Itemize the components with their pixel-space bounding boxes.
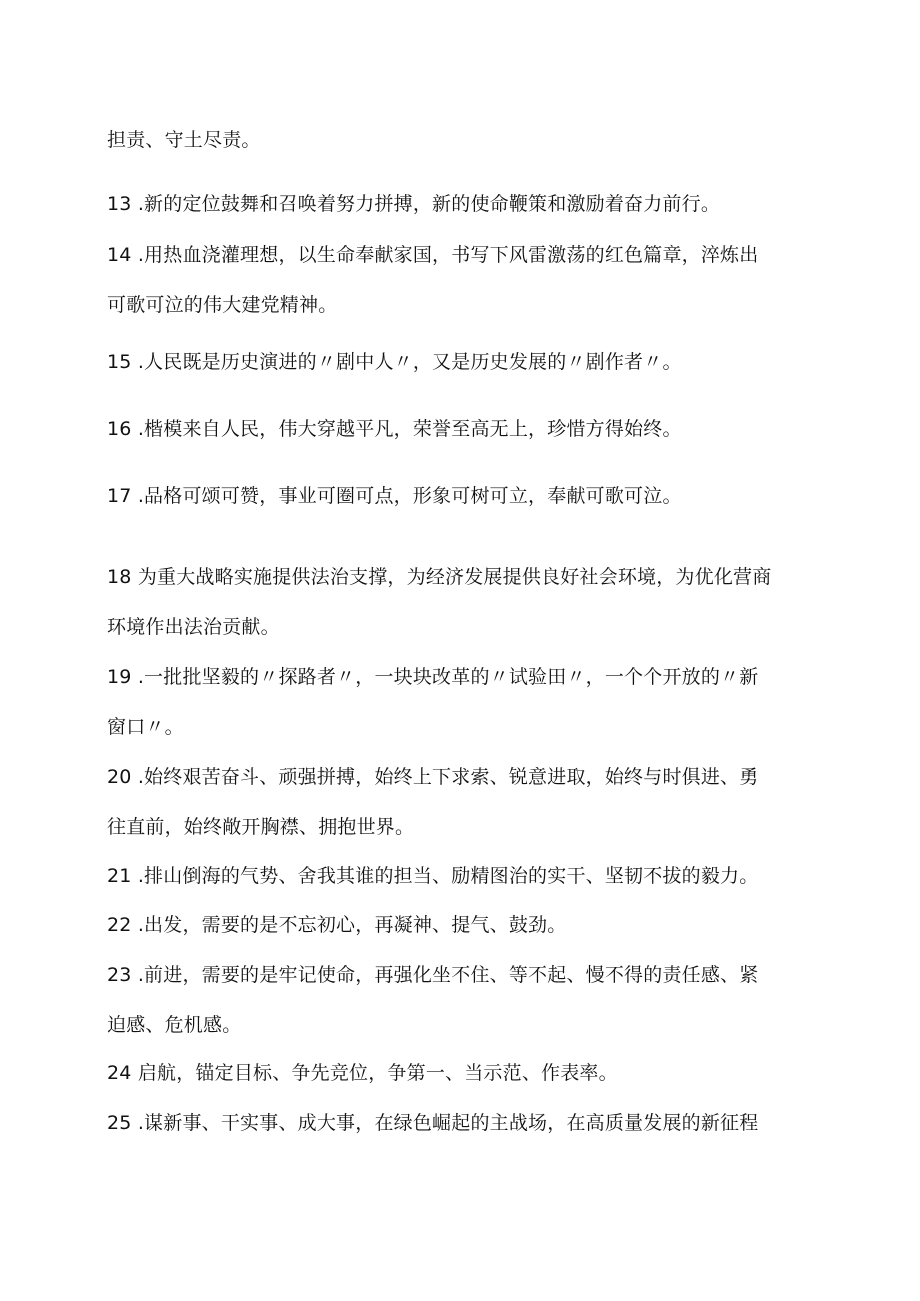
text-line-17: 迫感、危机感。 (107, 1014, 242, 1036)
text-line-9: 环境作出法治贡献。 (107, 616, 280, 638)
text-line-4: 可歌可泣的伟大建党精神。 (107, 294, 338, 316)
text-line-10: 19 .一批批坚毅的〃探路者〃，一块块改革的〃试验田〃，一个个开放的〃新 (107, 666, 759, 688)
text-line-7: 17 .品格可颂可赞，事业可圈可点，形象可树可立，奉献可歌可泣。 (107, 485, 682, 507)
text-line-3: 14 .用热血浇灌理想，以生命奉献家国，书写下风雷激荡的红色篇章，淬炼出 (107, 244, 759, 266)
text-line-16: 23 .前进，需要的是牢记使命，再强化坐不住、等不起、慢不得的责任感、紧 (107, 964, 759, 986)
text-line-6: 16 .楷模来自人民，伟大穿越平凡，荣誉至高无上，珍惜方得始终。 (107, 418, 682, 440)
text-line-11: 窗口〃。 (107, 716, 184, 738)
text-line-5: 15 .人民既是历史演进的〃剧中人〃，又是历史发展的〃剧作者〃。 (107, 351, 682, 373)
text-line-8: 18 为重大战略实施提供法治支撑，为经济发展提供良好社会环境，为优化营商 (107, 566, 772, 588)
text-line-13: 往直前，始终敞开胸襟、拥抱世界。 (107, 816, 415, 838)
text-line-15: 22 .出发，需要的是不忘初心，再凝神、提气、鼓劲。 (107, 914, 567, 936)
text-line-12: 20 .始终艰苦奋斗、顽强拼搏，始终上下求索、锐意进取，始终与时俱进、勇 (107, 766, 759, 788)
text-line-18: 24 启航，锚定目标、争先竞位，争第一、当示范、作表率。 (107, 1062, 618, 1084)
text-line-14: 21 .排山倒海的气势、舍我其谁的担当、励精图治的实干、坚韧不拔的毅力。 (107, 865, 759, 887)
text-line-1: 担责、守土尽责。 (107, 129, 261, 151)
text-line-2: 13 .新的定位鼓舞和召唤着努力拼搏，新的使命鞭策和激励着奋力前行。 (107, 193, 721, 215)
text-line-19: 25 .谋新事、干实事、成大事，在绿色崛起的主战场，在高质量发展的新征程 (107, 1112, 759, 1134)
